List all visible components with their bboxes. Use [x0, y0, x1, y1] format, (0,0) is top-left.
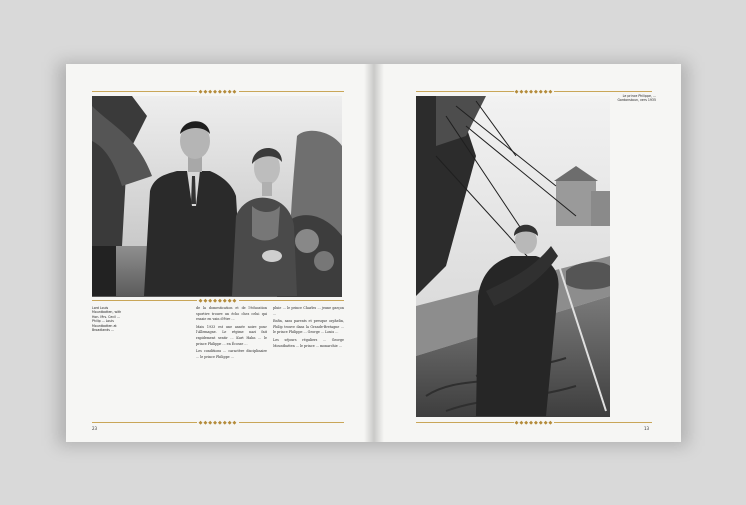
book-gutter [364, 64, 384, 442]
photo-caption-right: Le prince Philippe, ... Gordonstoun, vers 1935 [617, 94, 656, 103]
paragraph: pluie ... le prince Charles ... jeune garçon ... [273, 306, 344, 316]
photo-boy-boat [416, 96, 610, 417]
footer-ornament-left: ◆◆◆◆◆◆◆◆ [92, 420, 344, 426]
paragraph: Les séjours réguliers ... George Mountbatten ... le prince ... monarchie ... [273, 337, 344, 348]
right-page [374, 64, 681, 442]
photo-caption-left: Lord Louis Mountbatten, with Hon. Mrs. Cecil ... Philip ... Louis Mountbatten at Broadlands ... [92, 306, 122, 333]
top-ornament-left: ◆◆◆◆◆◆◆◆ [92, 89, 344, 95]
paragraph: de la domestication et de l'éducation sportive trouve un écho chez celui qui essaie en vain d'être ... [196, 306, 267, 322]
text-column-1 [196, 306, 267, 362]
paragraph: Mais 1933 est une année noire pour l'Allemagne. Le régime nazi fait rapidement sentir ... Kurt Hahn ... le prince Philippe ... en Écosse ... [196, 324, 267, 346]
left-page [66, 64, 374, 442]
photo-couple [92, 96, 342, 297]
paragraph: Les conditions ... caractère disciplinaire ... le prince Philippe ... [196, 349, 267, 359]
text-column-2 [273, 306, 344, 351]
bottom-ornament-left: ◆◆◆◆◆◆◆◆ [92, 298, 344, 304]
paragraph: Enfin, sans parents et presque orphelin, Philip trouve dans la Grande-Bretagne ... le prince Philippe ... George ... Louis ... [273, 319, 344, 335]
top-ornament-right: ◆◆◆◆◆◆◆◆ [416, 89, 652, 95]
footer-ornament-right: ◆◆◆◆◆◆◆◆ [416, 420, 652, 426]
page-number-right: 13 [644, 426, 650, 431]
page-number-left: 23 [92, 426, 98, 431]
